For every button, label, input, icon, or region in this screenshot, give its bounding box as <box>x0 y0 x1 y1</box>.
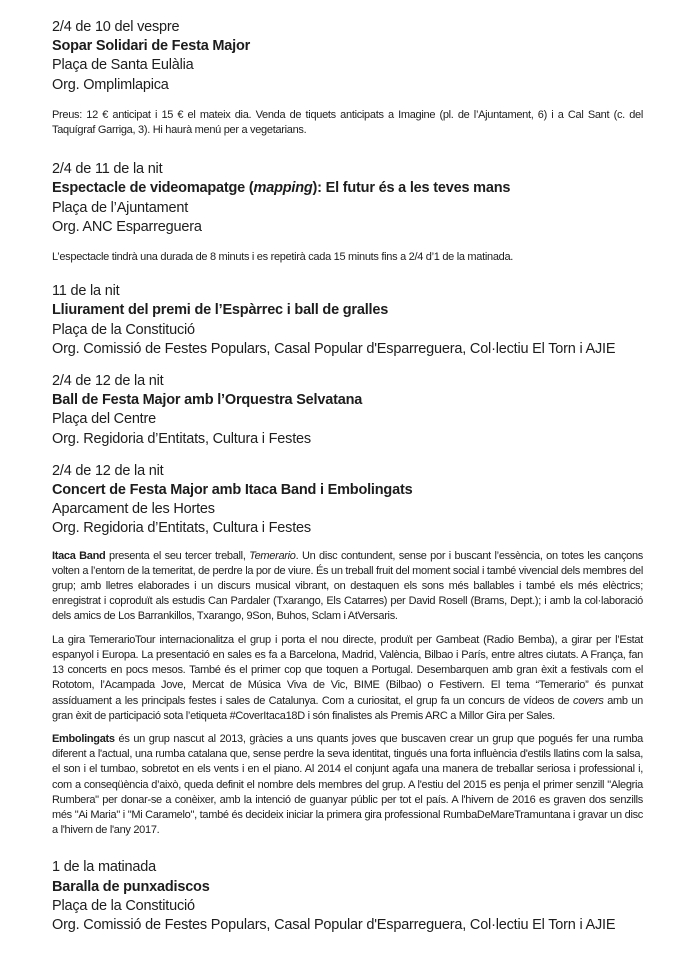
event-title: Baralla de punxadiscos <box>52 878 210 895</box>
event-organizer: Org. Comissió de Festes Populars, Casal Popular d'Esparreguera, Col·lectiu El Torn i AJIE <box>52 916 616 933</box>
event-place: Plaça de Santa Eulàlia <box>52 57 194 74</box>
event-block <box>52 160 643 237</box>
event-time: 11 de la nit <box>52 283 120 300</box>
event-place: Plaça de l’Ajuntament <box>52 199 189 216</box>
event-description: La gira TemerarioTour internacionalitza el grup i porta el nou directe, produït per Gambeat (Radio Bemba), a girar per l’Estat espanyol i Europa. La presentació en sales es fa a Barcelona, Madrid, València, Bilbao i París, entre altres ciutats. A França, fan 13 concerts en pocs mesos. També és el primer cop que toquen a Portugal. Desembarquen amb gran èxit a festivals com el Rototom, l’Acampada Jove, Mercat de Música Viva de Vic, BIME (Bilbao) o Festivern. El tema “Temerario” és punxat assíduament a les principals festes i sales de Catalunya. Com a curiositat, el grup fa un concurs de vídeos de covers amb un gran èxit de participació sota l’etiqueta #CoverItaca18D i són finalistes als Premis ARC a Millor Gira per Sales. <box>52 633 644 722</box>
event-organizer: Org. Comissió de Festes Populars, Casal Popular d'Esparreguera, Col·lectiu El Torn i AJIE <box>52 340 616 357</box>
event-organizer: Org. Regidoria d’Entitats, Cultura i Festes <box>52 520 311 537</box>
event-block <box>52 462 643 539</box>
event-place: Plaça de la Constitució <box>52 321 195 338</box>
event-block <box>52 18 643 95</box>
event-title: Sopar Solidari de Festa Major <box>52 38 251 55</box>
event-organizer: Org. Regidoria d’Entitats, Cultura i Festes <box>52 430 311 447</box>
event-title: Ball de Festa Major amb l’Orquestra Selvatana <box>52 392 363 409</box>
event-note: L’espectacle tindrà una durada de 8 minuts i es repetirà cada 15 minuts fins a 2/4 d’1 de la matinada. <box>52 251 514 264</box>
event-organizer: Org. Omplimlapica <box>52 76 169 93</box>
event-description: Embolingats és un grup nascut al 2013, gràcies a uns quants joves que buscaven crear un grup que pogués fer una rumba diferent a l'actual, una rumba catalana que, sense perdre la seva identitat, tingués una forta influència d'estils llatins com la salsa, el son i el tumbao, sobretot en els vents i en el piano. Al 2014 el conjunt agafa una manera de treballar seriosa i professional i, com a conseqüència d’això, queda definit el nombre dels membres del grup. A l'estiu del 2015 es penja el primer senzill "Alegria Rumbera" per donar-se a conèixer, amb la intenció de guanyar públic per tot el país. A l'hivern de 2016 es graven dos senzills més "Ai Maria" i "Mi Caramelo", també és decideix iniciar la primera gira professional RumbaDeMareTramuntana i gravar un disc a l'hivern de l'any 2017. <box>52 732 643 837</box>
event-title: Espectacle de videomapatge (mapping): El futur és a les teves mans <box>52 180 511 197</box>
event-time: 2/4 de 12 de la nit <box>52 373 164 390</box>
event-time: 1 de la matinada <box>52 859 157 876</box>
event-time: 2/4 de 12 de la nit <box>52 462 164 479</box>
event-block <box>52 858 643 935</box>
event-title: Concert de Festa Major amb Itaca Band i Embolingats <box>52 482 413 499</box>
event-place: Plaça del Centre <box>52 411 156 428</box>
event-block <box>52 372 643 449</box>
event-time: 2/4 de 11 de la nit <box>52 161 163 178</box>
event-block <box>52 282 643 359</box>
event-place: Plaça de la Constitució <box>52 897 195 914</box>
event-place: Aparcament de les Hortes <box>52 501 215 518</box>
event-organizer: Org. ANC Esparreguera <box>52 218 202 235</box>
event-title: Lliurament del premi de l’Espàrrec i ball de gralles <box>52 302 389 319</box>
event-description: Itaca Band presenta el seu tercer treball, Temerario. Un disc contundent, sense por i buscant l’essència, on totes les cançons volten a l’entorn de la temeritat, de perdre la por de viure. És un treball fruit del moment social i també vivencial dels membres del grup; amb lletres elaborades i un discurs musical vibrant, on destaquen els sons més ballables i també els més elèctrics; enregistrat i coproduït als estudis Can Pardaler (Txarango, Els Catarres) per David Rosell (Brams, Dept.); i amb la col·laboració dels amics de Los Barrankillos, Txarango, 9Son, Buhos, Sclam i AtVersaris. <box>52 549 643 623</box>
event-note: Preus: 12 € anticipat i 15 € el mateix dia. Venda de tiquets anticipats a Imagine (pl. de l’Ajuntament, 6) i a Cal Sant (c. del Taquígraf Garriga, 3). Hi haurà menú per a vegetarians. <box>52 108 643 137</box>
event-time: 2/4 de 10 del vespre <box>52 19 180 35</box>
